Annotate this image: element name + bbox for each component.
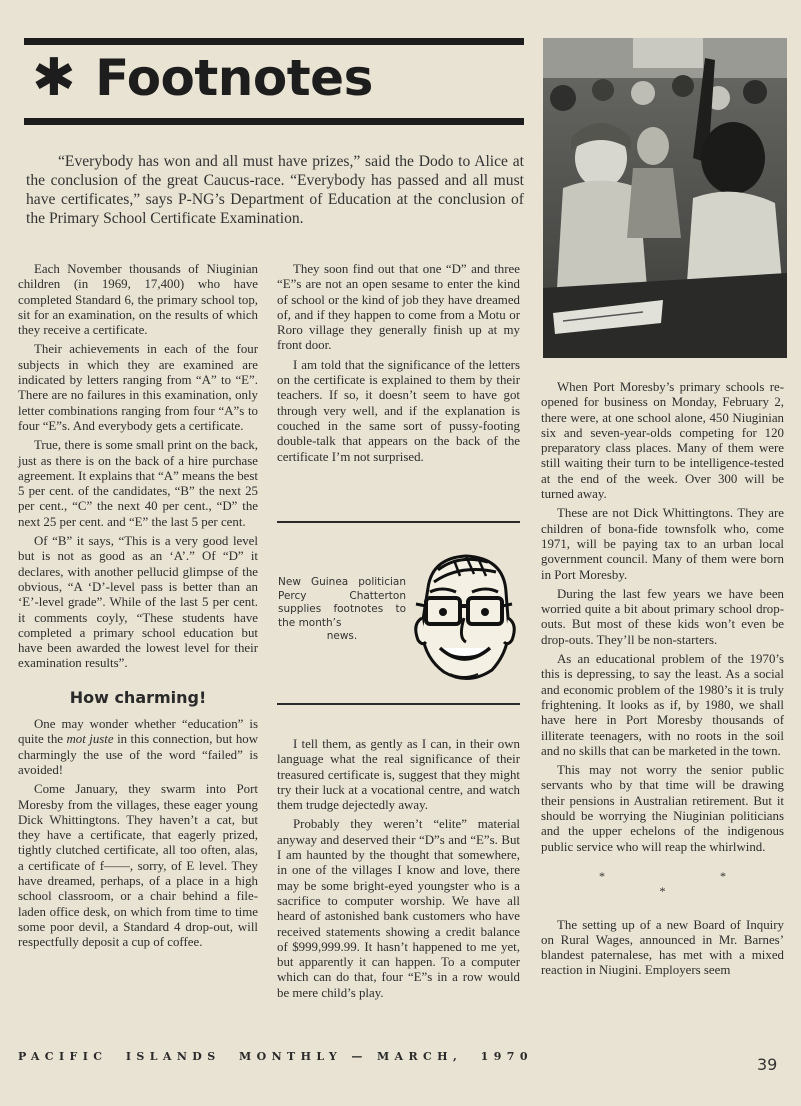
paragraph: I tell them, as gently as I can, in their own language what the real significance of their treasured certificate is, suggest that they might try their luck at a vocational centre, and watch them trudge dejectedly away.: [277, 737, 520, 813]
caption-text-last: news.: [326, 630, 358, 642]
paragraph: The setting up of a new Board of Inquiry on Rural Wages, announced in Mr. Barnes’ blandest paternalese, has met with a mixed reaction in Niugini. Employers seem: [541, 917, 784, 978]
paragraph: Come January, they swarm into Port Moresby from the villages, these eager young Dick Whittingtons. They haven’t a cat, but they have a certificate, that eagerly prized, tightly clutched certificate, all too often, alas, a certificate of f——, sorry, of E level. They have dreamed, perhaps, of a place in a high school classroom, or a chair behind a file-laden office desk, on which from time to time some poor devil, a Standard 4 drop-out, will respectfully deposit a cup of coffee.: [18, 782, 258, 950]
italic-phrase: mot juste: [66, 732, 114, 747]
page-title: [32, 48, 373, 108]
asterisk-icon: ✱: [32, 48, 76, 108]
paragraph: Of “B” it says, “This is a very good level but is not as good as an ‘A’.” Of “D” it declares, with another pellucid glimpse of the obvious, “A ‘D’-level pass is better than an ‘E’-level grade”. While of the last 5 per cent. it comments coyly, “These students have completed a primary school education but have been awarded the lowest level for their examination results”.: [18, 534, 258, 671]
intro-paragraph: “Everybody has won and all must have prizes,” said the Dodo to Alice at the conclusion of the great Caucus-race. “Everybody has passed and all must have certificates,” says P-NG’s Department of Education at the conclusion of the Primary School Certificate Examination.: [26, 153, 524, 227]
paragraph-text: in this connection, but how charmingly the use of the word “failed” is avoided!: [18, 732, 259, 777]
page-number: 39: [757, 1055, 778, 1074]
title-underline-rule: [24, 118, 524, 125]
paragraph: As an educational problem of the 1970’s this is depressing, to say the least. As a social and economic problem of the 1980’s it is truly frightening. It looks as if, by 1980, we shall have here in Port Moresby thousands of illiterate teenagers, with no roots in the soil and no skills that can be marketed in the town.: [541, 652, 784, 758]
paragraph: Their achievements in each of the four subjects in which they are examined are indicated by letters ranging from “A” to “E”. There are no failures in this examination, only letter combinations ranging from four “A”s to four “E”s. And everybody gets a certificate.: [18, 342, 258, 433]
paragraph: [18, 717, 258, 778]
paragraph-text: One may wonder whether “education” is quite the: [18, 717, 258, 747]
caricature-portrait: [408, 548, 520, 684]
paragraph: Probably they weren’t “elite” material anyway and deserved their “D”s and “E”s. But I am haunted by the thought that somewhere, in one of the villages I know and love, there may be some bright-eyed youngster who is a sacrifice to computer worship. We have all heard of astonished bank customers who have received statements showing a credit balance of $999,999.99. It hasn’t happened to me yet, but apparently it can happen. To a computer which can do that, four “E”s in a row would be mere child’s play.: [277, 817, 520, 1000]
caption-bottom-rule: [277, 703, 520, 705]
top-rule: [24, 38, 524, 45]
column-3: [541, 380, 784, 983]
column-1: [18, 262, 258, 954]
cartoon-caption: [278, 576, 406, 644]
paragraph: These are not Dick Whittingtons. They are children of bona-fide townsfolk who, come 1971, will be paying tax to an urban local government council. Many of them were born in Port Moresby.: [541, 506, 784, 582]
caricature-drawing: [408, 548, 520, 684]
paragraph: This may not worry the senior public servants who by that time will be drawing their pensions in Australian retirement. But it should be worrying the Niuginian politicians and the upper echelons of the indigenous public service who will reap the whirlwind.: [541, 763, 784, 854]
title-text: Footnotes: [95, 49, 373, 107]
paragraph: True, there is some small print on the back, just as there is on the back of a hire purchase agreement. It explains that “A” means the best 5 per cent. of the candidates, “B” the next 25 per cent., “C” the next 40 per cent., “D” the next 25 per cent. and “E” the last 5 per cent.: [18, 438, 258, 529]
column-2-top: [277, 262, 520, 469]
paragraph: Each November thousands of Niuginian children (in 1969, 17,400) who have completed Standard 6, the primary school top, sit for an examination, on the results of which they receive a certificate.: [18, 262, 258, 338]
caption-text: New Guinea politician Percy Chatterton supplies footnotes to the month’s: [278, 576, 406, 629]
paragraph: When Port Moresby’s primary schools re-opened for business on Monday, February 2, there were, at one school alone, 450 Niuginian six and seven-year-olds competing for 120 preparatory class places. Many of them were still waiting their turn to be intelligence-tested at the end of the week. Over 300 will be turned away.: [541, 380, 784, 502]
paragraph: During the last few years we have been worried quite a bit about primary school drop-outs. But most of these kids won’t even be drop-outs. They’ll be non-starters.: [541, 586, 784, 647]
section-divider-stars: * * *: [599, 868, 782, 899]
column-2-bottom: [277, 737, 520, 1005]
classroom-photo: [543, 38, 787, 358]
classroom-photo-image: [543, 38, 787, 358]
subheading: How charming!: [69, 687, 207, 707]
paragraph: I am told that the significance of the letters on the certificate is explained to them by their teachers. If so, it doesn’t seem to have got through very well, and if the explanation is couched in the same sort of pussy-footing double-talk that appears on the back of the certificate I’m not surprised.: [277, 357, 520, 464]
page-footer: PACIFIC ISLANDS MONTHLY — MARCH, 1970: [18, 1050, 533, 1063]
caption-top-rule: [277, 521, 520, 523]
paragraph: They soon find out that one “D” and three “E”s are not an open sesame to enter the kind of school or the kind of job they have dreamed of, and if they happen to come from a Motu or Roro village they generally finish up at my front door.: [277, 262, 520, 353]
